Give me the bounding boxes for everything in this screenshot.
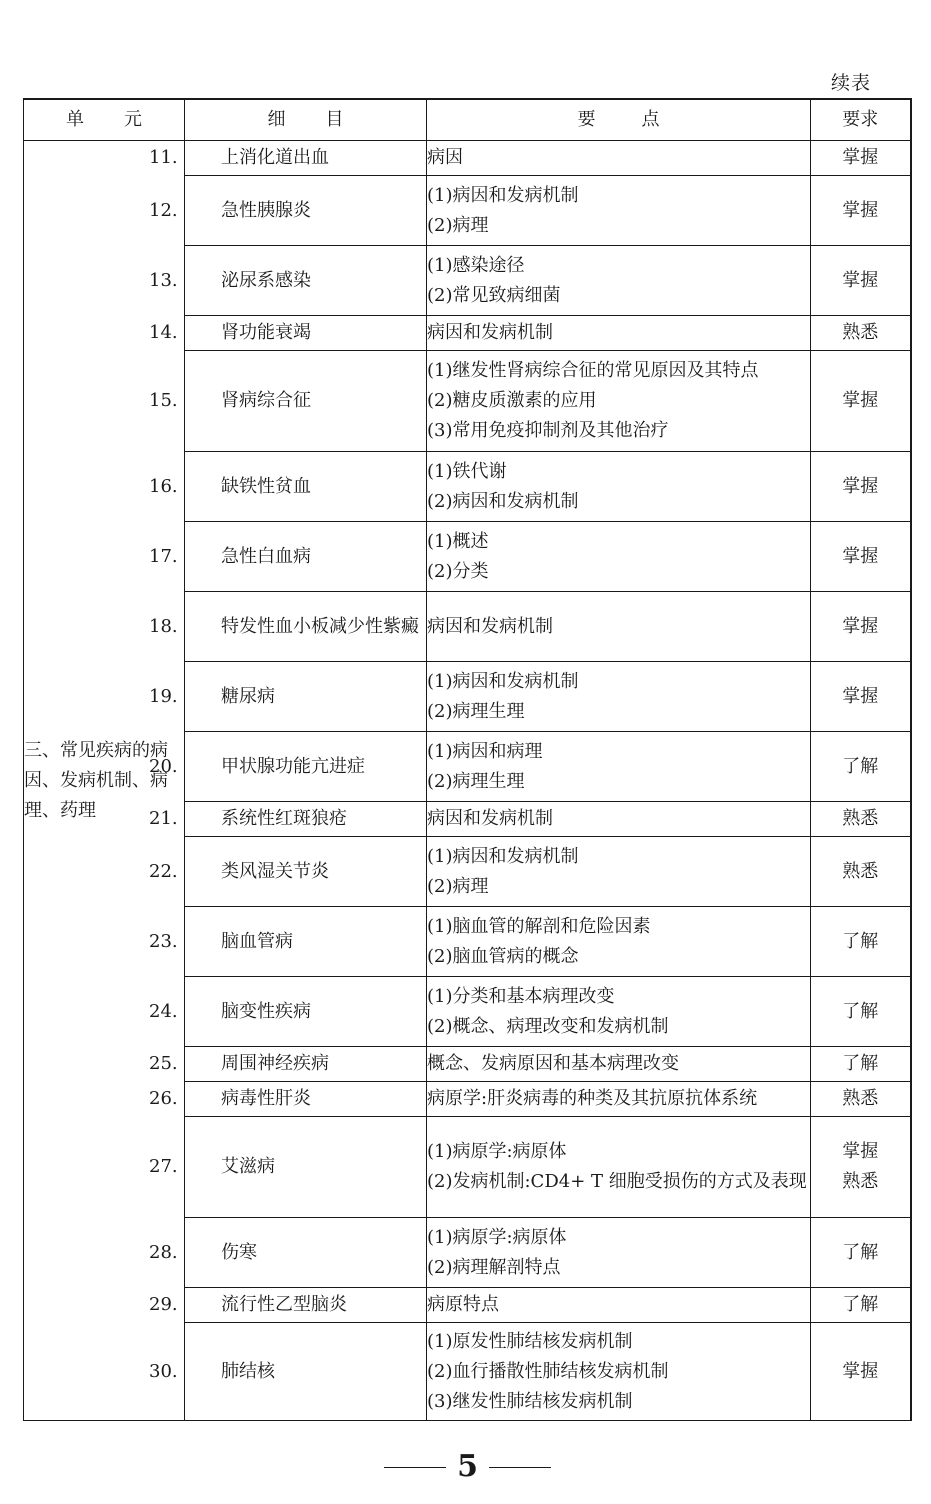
requirement-level: 掌握 [842,269,879,291]
requirement-cell [811,837,911,907]
requirement-cell [811,522,911,592]
item-cell [149,1117,427,1218]
footer-rule-right [489,1467,551,1468]
item-number: 29. [149,1294,178,1315]
requirement-cell [811,452,911,522]
footer-rule-left [384,1467,446,1468]
item-text [149,927,426,957]
continued-label: 续表 [831,72,872,94]
item-number: 14. [149,322,178,343]
item-name: 特发性血小板减少性紫癜 [221,615,419,637]
item-number: 27. [149,1156,178,1177]
item-number: 30. [149,1360,178,1382]
point-line: (1)病因和发病机制 [427,670,579,692]
item-number: 20. [149,755,178,777]
points-cell [427,662,811,732]
item-text [149,1049,426,1079]
item-number: 11. [149,147,178,168]
item-text [149,752,426,782]
item-text [149,386,426,416]
point-line: (1)病原学:病原体 [427,1141,567,1162]
requirement-level: 了解 [842,930,879,952]
point-line: (2)病理解剖特点 [427,1256,561,1278]
item-cell [149,176,427,246]
item-cell [149,732,427,802]
requirement-level: 了解 [842,1294,879,1315]
requirement-cell [811,351,911,452]
item-number: 23. [149,930,178,952]
point-line: (2)病因和发病机制 [427,490,579,512]
item-number: 22. [149,860,178,882]
points-cell [427,592,811,662]
requirement-level: 熟悉 [842,1088,879,1109]
item-text [149,1238,426,1268]
item-name: 肾功能衰竭 [221,322,311,343]
requirement-cell [811,662,911,732]
requirement-level: 熟悉 [842,1171,879,1192]
item-text [149,1084,426,1114]
table-row [24,1288,911,1323]
item-text [149,1357,426,1387]
item-number: 19. [149,685,178,707]
item-number: 17. [149,545,178,567]
item-number: 28. [149,1241,178,1263]
item-text [149,472,426,502]
table-row [24,802,911,837]
item-text [149,804,426,834]
requirement-level: 掌握 [842,1141,879,1162]
point-line: (3)常用免疫抑制剂及其他治疗 [427,420,669,441]
points-cell [427,802,811,837]
requirement-cell [811,592,911,662]
point-line: (2)概念、病理改变和发病机制 [427,1015,669,1037]
item-text [149,143,426,173]
points-cell [427,1117,811,1218]
item-cell [149,141,427,176]
point-line: (1)病因和发病机制 [427,845,579,867]
item-number: 25. [149,1053,178,1074]
points-cell [427,351,811,452]
point-line: (2)病理生理 [427,700,525,722]
point-line: (2)常见致病细菌 [427,284,561,306]
table-row [24,1082,911,1117]
points-cell [427,837,811,907]
point-line: (2)病理 [427,214,489,236]
item-text [149,997,426,1027]
point-line: (1)病因和发病机制 [427,184,579,206]
item-name: 脑变性疾病 [221,1000,311,1022]
item-cell [149,351,427,452]
item-name: 伤寒 [221,1241,257,1263]
item-text [149,682,426,712]
requirement-cell [811,1117,911,1218]
item-name: 肺结核 [221,1360,275,1382]
points-cell [427,732,811,802]
header-unit: 单元 [24,99,185,141]
item-cell [149,1218,427,1288]
item-cell [149,837,427,907]
requirement-level: 掌握 [842,147,879,168]
requirement-level: 掌握 [842,1360,879,1382]
item-text [149,196,426,226]
requirement-cell [811,1218,911,1288]
requirement-level: 掌握 [842,475,879,497]
requirement-cell [811,176,911,246]
requirement-level: 掌握 [842,199,879,221]
point-line: (2)脑血管病的概念 [427,945,579,967]
item-cell [149,452,427,522]
point-line: 病因和发病机制 [427,615,553,637]
points-cell [427,1047,811,1082]
point-line: (2)病理生理 [427,770,525,792]
item-name: 甲状腺功能亢进症 [221,755,365,777]
requirement-cell [811,141,911,176]
points-cell [427,246,811,316]
item-number: 15. [149,390,178,411]
item-name: 病毒性肝炎 [221,1088,311,1109]
item-name: 流行性乙型脑炎 [221,1294,347,1315]
point-line: (2)病理 [427,875,489,897]
table-row [24,1047,911,1082]
item-cell [149,246,427,316]
requirement-cell [811,246,911,316]
point-line: (1)分类和基本病理改变 [427,985,615,1007]
item-cell [149,662,427,732]
requirement-level: 掌握 [842,615,879,637]
point-line: 病因和发病机制 [427,322,553,343]
item-name: 肾病综合征 [221,390,311,411]
points-cell [427,977,811,1047]
item-cell [149,802,427,837]
point-line: (1)感染途径 [427,254,525,276]
item-cell [149,592,427,662]
point-line: (1)概述 [427,530,489,552]
item-number: 24. [149,1000,178,1022]
point-line: (2)糖皮质激素的应用 [427,390,597,411]
point-line: (2)发病机制:CD4+ T 细胞受损伤的方式及表现 [427,1171,807,1192]
point-line: (1)脑血管的解剖和危险因素 [427,915,651,937]
point-line: (2)血行播散性肺结核发病机制 [427,1360,669,1382]
table-row [24,141,911,176]
points-cell [427,1288,811,1323]
header-item: 细目 [185,99,427,141]
points-cell [427,907,811,977]
item-name: 系统性红斑狼疮 [221,808,347,829]
point-line: (1)铁代谢 [427,460,507,482]
requirement-level: 掌握 [842,545,879,567]
points-cell [427,141,811,176]
item-name: 类风湿关节炎 [221,860,329,882]
point-line: 病原特点 [427,1294,499,1315]
requirement-level: 了解 [842,1241,879,1263]
requirement-level: 熟悉 [842,322,879,343]
item-text [149,612,426,642]
item-name: 泌尿系感染 [221,269,311,291]
requirement-cell [811,1082,911,1117]
item-text [149,1152,426,1182]
points-cell [427,1218,811,1288]
point-line: (3)继发性肺结核发病机制 [427,1390,633,1412]
item-number: 12. [149,199,178,221]
requirement-level: 熟悉 [842,808,879,829]
item-name: 上消化道出血 [221,147,329,168]
item-number: 26. [149,1088,178,1109]
requirement-cell [811,732,911,802]
point-line: 病因 [427,147,463,168]
requirement-cell [811,802,911,837]
point-line: 概念、发病原因和基本病理改变 [427,1053,679,1074]
point-line: (1)原发性肺结核发病机制 [427,1330,633,1352]
item-cell [149,522,427,592]
requirement-level: 熟悉 [842,860,879,882]
item-text [149,318,426,348]
point-line: (2)分类 [427,560,489,582]
point-line: 病原学:肝炎病毒的种类及其抗原抗体系统 [427,1088,758,1109]
points-cell [427,452,811,522]
item-name: 缺铁性贫血 [221,475,311,497]
header-requirement: 要求 [811,99,911,141]
requirement-cell [811,316,911,351]
item-text [149,1290,426,1320]
item-name: 急性白血病 [221,545,311,567]
item-number: 18. [149,615,178,637]
point-line: (1)病原学:病原体 [427,1226,567,1248]
page-footer [0,1448,931,1488]
syllabus-table [23,98,912,1421]
requirement-level: 掌握 [842,685,879,707]
table-row [24,316,911,351]
point-line: (1)继发性肾病综合征的常见原因及其特点 [427,360,759,381]
requirement-level: 了解 [842,1000,879,1022]
item-text [149,857,426,887]
points-cell [427,1082,811,1117]
item-cell [149,1288,427,1323]
requirement-cell [811,1288,911,1323]
points-cell [427,522,811,592]
header-points: 要点 [427,99,811,141]
item-number: 16. [149,475,178,497]
unit-cell: 三、常见疾病的病因、发病机制、病理、药理 [24,141,185,1421]
item-cell [149,977,427,1047]
requirement-cell [811,977,911,1047]
page-number: 5 [457,1449,478,1484]
item-number: 21. [149,808,178,829]
table-header-row [24,99,911,141]
item-cell [149,907,427,977]
item-cell [149,316,427,351]
requirement-cell [811,907,911,977]
item-name: 急性胰腺炎 [221,199,311,221]
item-text [149,266,426,296]
item-cell [149,1082,427,1117]
point-line: 病因和发病机制 [427,808,553,829]
points-cell [427,316,811,351]
item-name: 周围神经疾病 [221,1053,329,1074]
requirement-level: 掌握 [842,390,879,411]
points-cell [427,1323,811,1421]
item-text [149,542,426,572]
requirement-cell [811,1323,911,1421]
item-name: 糖尿病 [221,685,275,707]
requirement-level: 了解 [842,1053,879,1074]
item-name: 艾滋病 [221,1156,275,1177]
item-number: 13. [149,269,178,291]
requirement-cell [811,1047,911,1082]
item-cell [149,1047,427,1082]
item-cell [149,1323,427,1421]
item-name: 脑血管病 [221,930,293,952]
points-cell [427,176,811,246]
requirement-level: 了解 [842,755,879,777]
point-line: (1)病因和病理 [427,740,543,762]
